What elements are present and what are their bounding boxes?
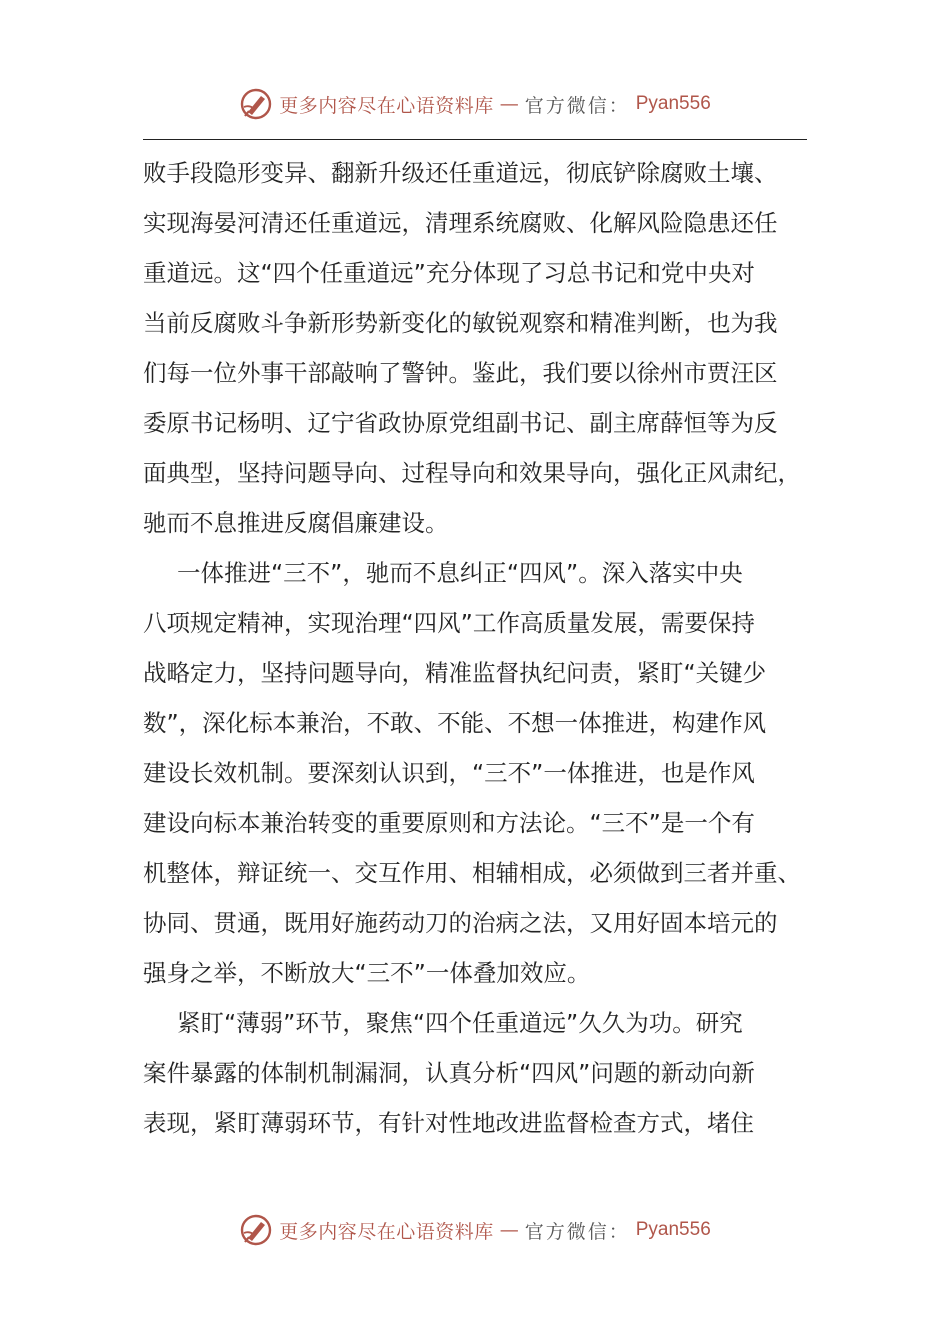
footer-banner: [0, 1210, 950, 1250]
text-line: 驰而不息推进反腐倡廉建设。: [143, 509, 449, 537]
text-line: 建设长效机制。要深刻认识到，“三不”一体推进，也是作风: [143, 759, 755, 787]
banner-main-text: 更多内容尽在心语资料库: [279, 94, 494, 117]
banner-official-label: 官方微信：: [524, 94, 630, 117]
paragraph-first-line: 紧盯“薄弱”环节，聚焦“四个任重道远”久久为功。研究: [177, 1009, 743, 1037]
banner-dash: —: [499, 1219, 519, 1241]
text-line: 建设向标本兼治转变的重要原则和方法论。“三不”是一个有: [143, 809, 755, 837]
header-banner: [0, 84, 950, 124]
banner-main-text: 更多内容尽在心语资料库: [279, 1220, 494, 1243]
banner-official-label: 官方微信：: [524, 1220, 630, 1243]
text-line: 败手段隐形变异、翻新升级还任重道远，彻底铲除腐败土壤、: [143, 159, 778, 187]
banner-wechat-id: Pyan556: [635, 1219, 711, 1240]
text-line: 战略定力，坚持问题导向，精准监督执纪问责，紧盯“关键少: [143, 659, 767, 687]
text-line: 实现海晏河清还任重道远，清理系统腐败、化解风险隐患还任: [143, 209, 778, 237]
pen-circle-logo-icon: [239, 87, 273, 121]
pen-circle-logo-icon: [239, 1213, 273, 1247]
header-divider: [143, 139, 807, 140]
text-line: 机整体，辩证统一、交互作用、相辅相成，必须做到三者并重、: [143, 859, 801, 887]
banner-wechat-id: Pyan556: [635, 93, 711, 114]
text-line: 重道远。这“四个任重道远”充分体现了习总书记和党中央对: [143, 259, 755, 287]
text-line: 们每一位外事干部敲响了警钟。鉴此，我们要以徐州市贾汪区: [143, 359, 778, 387]
text-line: 当前反腐败斗争新形势新变化的敏锐观察和精准判断，也为我: [143, 309, 778, 337]
text-line: 表现，紧盯薄弱环节，有针对性地改进监督检查方式，堵住: [143, 1109, 754, 1137]
document-body: [143, 148, 807, 1148]
text-line: 委原书记杨明、辽宁省政协原党组副书记、副主席薛恒等为反: [143, 409, 778, 437]
banner-dash: —: [499, 93, 519, 115]
paragraph-first-line: 一体推进“三不”，驰而不息纠正“四风”。深入落实中央: [177, 559, 743, 587]
text-line: 数”，深化标本兼治，不敢、不能、不想一体推进，构建作风: [143, 709, 767, 737]
text-line: 协同、贯通，既用好施药动刀的治病之法，又用好固本培元的: [143, 909, 778, 937]
text-line: 八项规定精神，实现治理“四风”工作高质量发展，需要保持: [143, 609, 755, 637]
text-line: 案件暴露的体制机制漏洞，认真分析“四风”问题的新动向新: [143, 1059, 755, 1087]
text-line: 面典型，坚持问题导向、过程导向和效果导向，强化正风肃纪，: [143, 459, 801, 487]
text-line: 强身之举，不断放大“三不”一体叠加效应。: [143, 959, 591, 987]
